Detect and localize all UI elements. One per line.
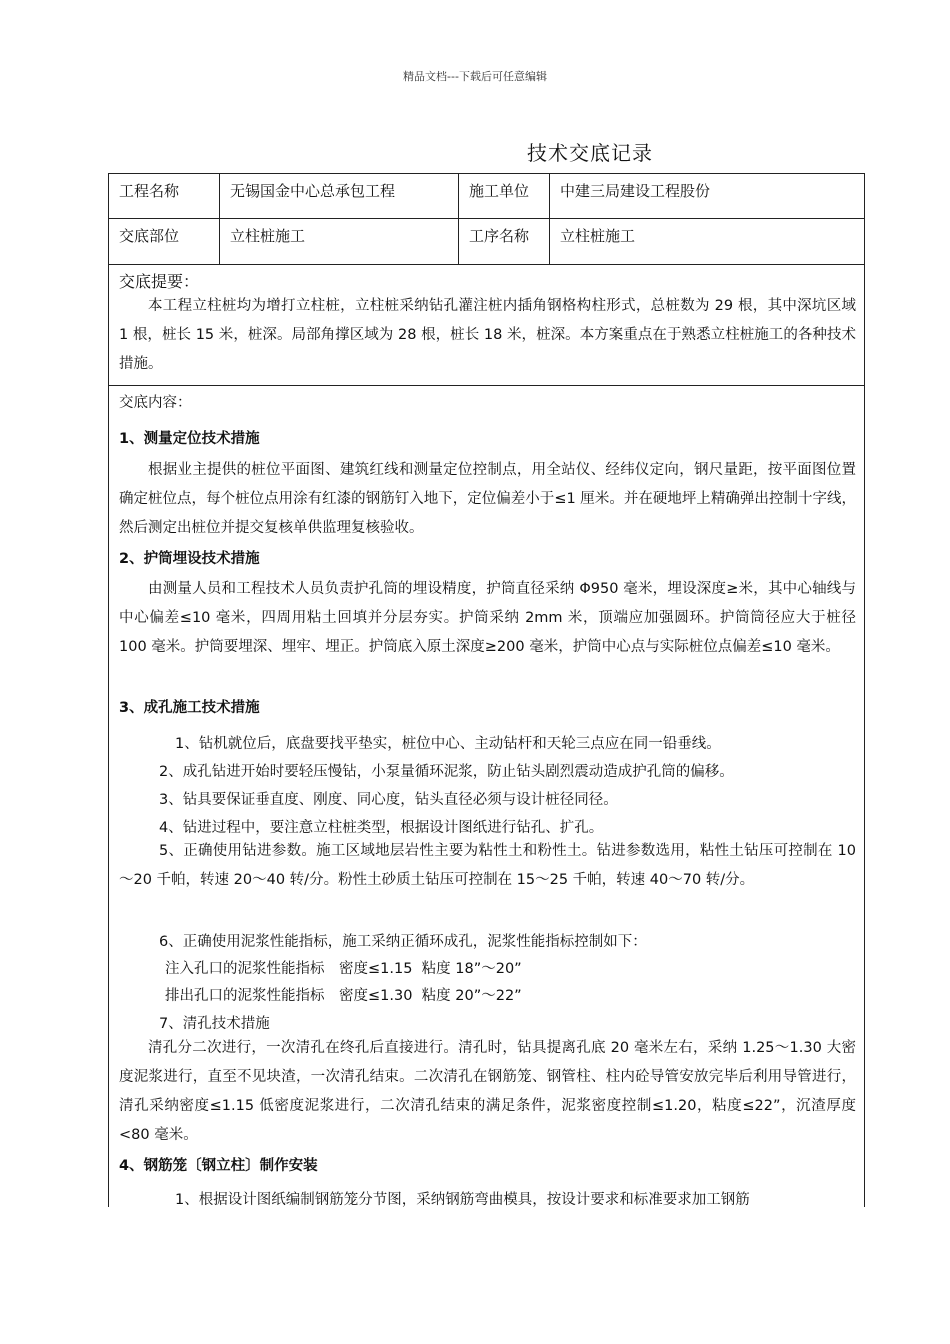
section-3-item-3: 3、钻具要保证垂直度、刚度、同心度，钻头直径必须与设计桩径同径。 <box>159 792 618 808</box>
section-3-item-7: 7、清孔技术措施 <box>159 1016 270 1032</box>
process-value: 立柱桩施工 <box>560 227 636 245</box>
process-label: 工序名称 <box>459 219 550 264</box>
content-label: 交底内容： <box>119 395 192 411</box>
mud-outlet-spec: 排出孔口的泥浆性能指标 密度≤1.30 粘度 20”～22” <box>165 988 522 1004</box>
section-2-title: 2、护筒埋设技术措施 <box>119 551 260 567</box>
section-3-item-4: 4、钻进过程中，要注意立柱桩类型，根据设计图纸进行钻孔、扩孔。 <box>159 820 604 836</box>
document-title: 技术交底记录 <box>527 141 653 165</box>
section-1-text: 根据业主提供的桩位平面图、建筑红线和测量定位控制点，用全站仪、经纬仪定向，钢尺量距，按平面图位置确定桩位点，每个桩位点用涂有红漆的钢筋钉入地下，定位偏差小于≤1 厘米。并在硬地坪上精确弹出控制十字线，然后测定出桩位并提交复核单供监理复核验收。 <box>119 462 856 536</box>
project-name-value: 无锡国金中心总承包工程 <box>220 174 459 218</box>
section-3-item-6: 6、正确使用泥浆性能指标，施工采纳正循环成孔，泥浆性能指标控制如下： <box>159 934 647 950</box>
contractor-value: 中建三局建设工程股份 <box>560 182 711 200</box>
summary-label: 交底提要： <box>119 272 200 291</box>
part-label: 交底部位 <box>109 219 220 264</box>
section-3-item-2: 2、成孔钻进开始时要轻压慢钻，小泵量循环泥浆，防止钻头剧烈震动造成护孔筒的偏移。 <box>159 764 734 780</box>
header-note: 精品文档---下载后可任意编辑 <box>403 70 547 83</box>
summary-section <box>109 265 864 386</box>
section-3-item-1: 1、钻机就位后，底盘要找平垫实，桩位中心、主动钻杆和天轮三点应在同一铅垂线。 <box>175 736 721 752</box>
contractor-label: 施工单位 <box>459 174 550 218</box>
section-2-text: 由测量人员和工程技术人员负责护孔筒的埋设精度，护筒直径采纳 Φ950 毫米，埋设深度≥米，其中心轴线与中心偏差≤10 毫米，四周用粘土回填并分层夯实。护筒采纳 2mm 米，顶端应加强圆环。护筒筒径应大于桩径 100 毫米。护筒要埋深、埋牢、埋正。护筒底入原土深度≥200 毫米，护筒中心点与实际桩位点偏差≤10 毫米。 <box>119 581 856 655</box>
section-3-item-7-text: 清孔分二次进行，一次清孔在终孔后直接进行。清孔时，钻具提离孔底 20 毫米左右，采纳 1.25～1.30 大密度泥浆进行，直至不见块渣，一次清孔结束。二次清孔在钢筋笼、钢管柱、柱内砼导管安放完毕后利用导管进行，清孔采纳密度≤1.15 低密度泥浆进行，二次清孔结束的满足条件，泥浆密度控制≤1.20，粘度≤22”，沉渣厚度<80 毫米。 <box>119 1040 856 1143</box>
section-3-item-5: 5、正确使用钻进参数。施工区域地层岩性主要为粘性土和粉性土。钻进参数选用，粘性土钻压可控制在 10～20 千帕，转速 20～40 转/分。粉性土砂质土钻压可控制在 15～25 千帕，转速 40～70 转/分。 <box>119 843 856 888</box>
part-value: 立柱桩施工 <box>220 219 459 264</box>
summary-text: 本工程立柱桩均为增打立柱桩，立柱桩采纳钻孔灌注桩内插角钢格构柱形式，总桩数为 29 根，其中深坑区域 1 根，桩长 15 米，桩深。局部角撑区域为 28 根，桩长 18 米，桩深。本方案重点在于熟悉立柱桩施工的各种技术措施。 <box>119 298 856 372</box>
section-3-title: 3、成孔施工技术措施 <box>119 700 260 716</box>
section-4-item-1: 1、根据设计图纸编制钢筋笼分节图，采纳钢筋弯曲模具，按设计要求和标准要求加工钢筋 <box>175 1192 750 1208</box>
mud-inlet-spec: 注入孔口的泥浆性能指标 密度≤1.15 粘度 18”～20” <box>165 961 522 977</box>
project-name-label: 工程名称 <box>109 174 220 218</box>
info-row-2 <box>109 219 864 265</box>
info-row-1 <box>109 174 864 219</box>
record-table <box>108 173 865 1207</box>
section-1-title: 1、测量定位技术措施 <box>119 431 260 447</box>
content-section <box>109 386 864 1207</box>
section-4-title: 4、钢筋笼〔钢立柱〕制作安装 <box>119 1158 318 1174</box>
